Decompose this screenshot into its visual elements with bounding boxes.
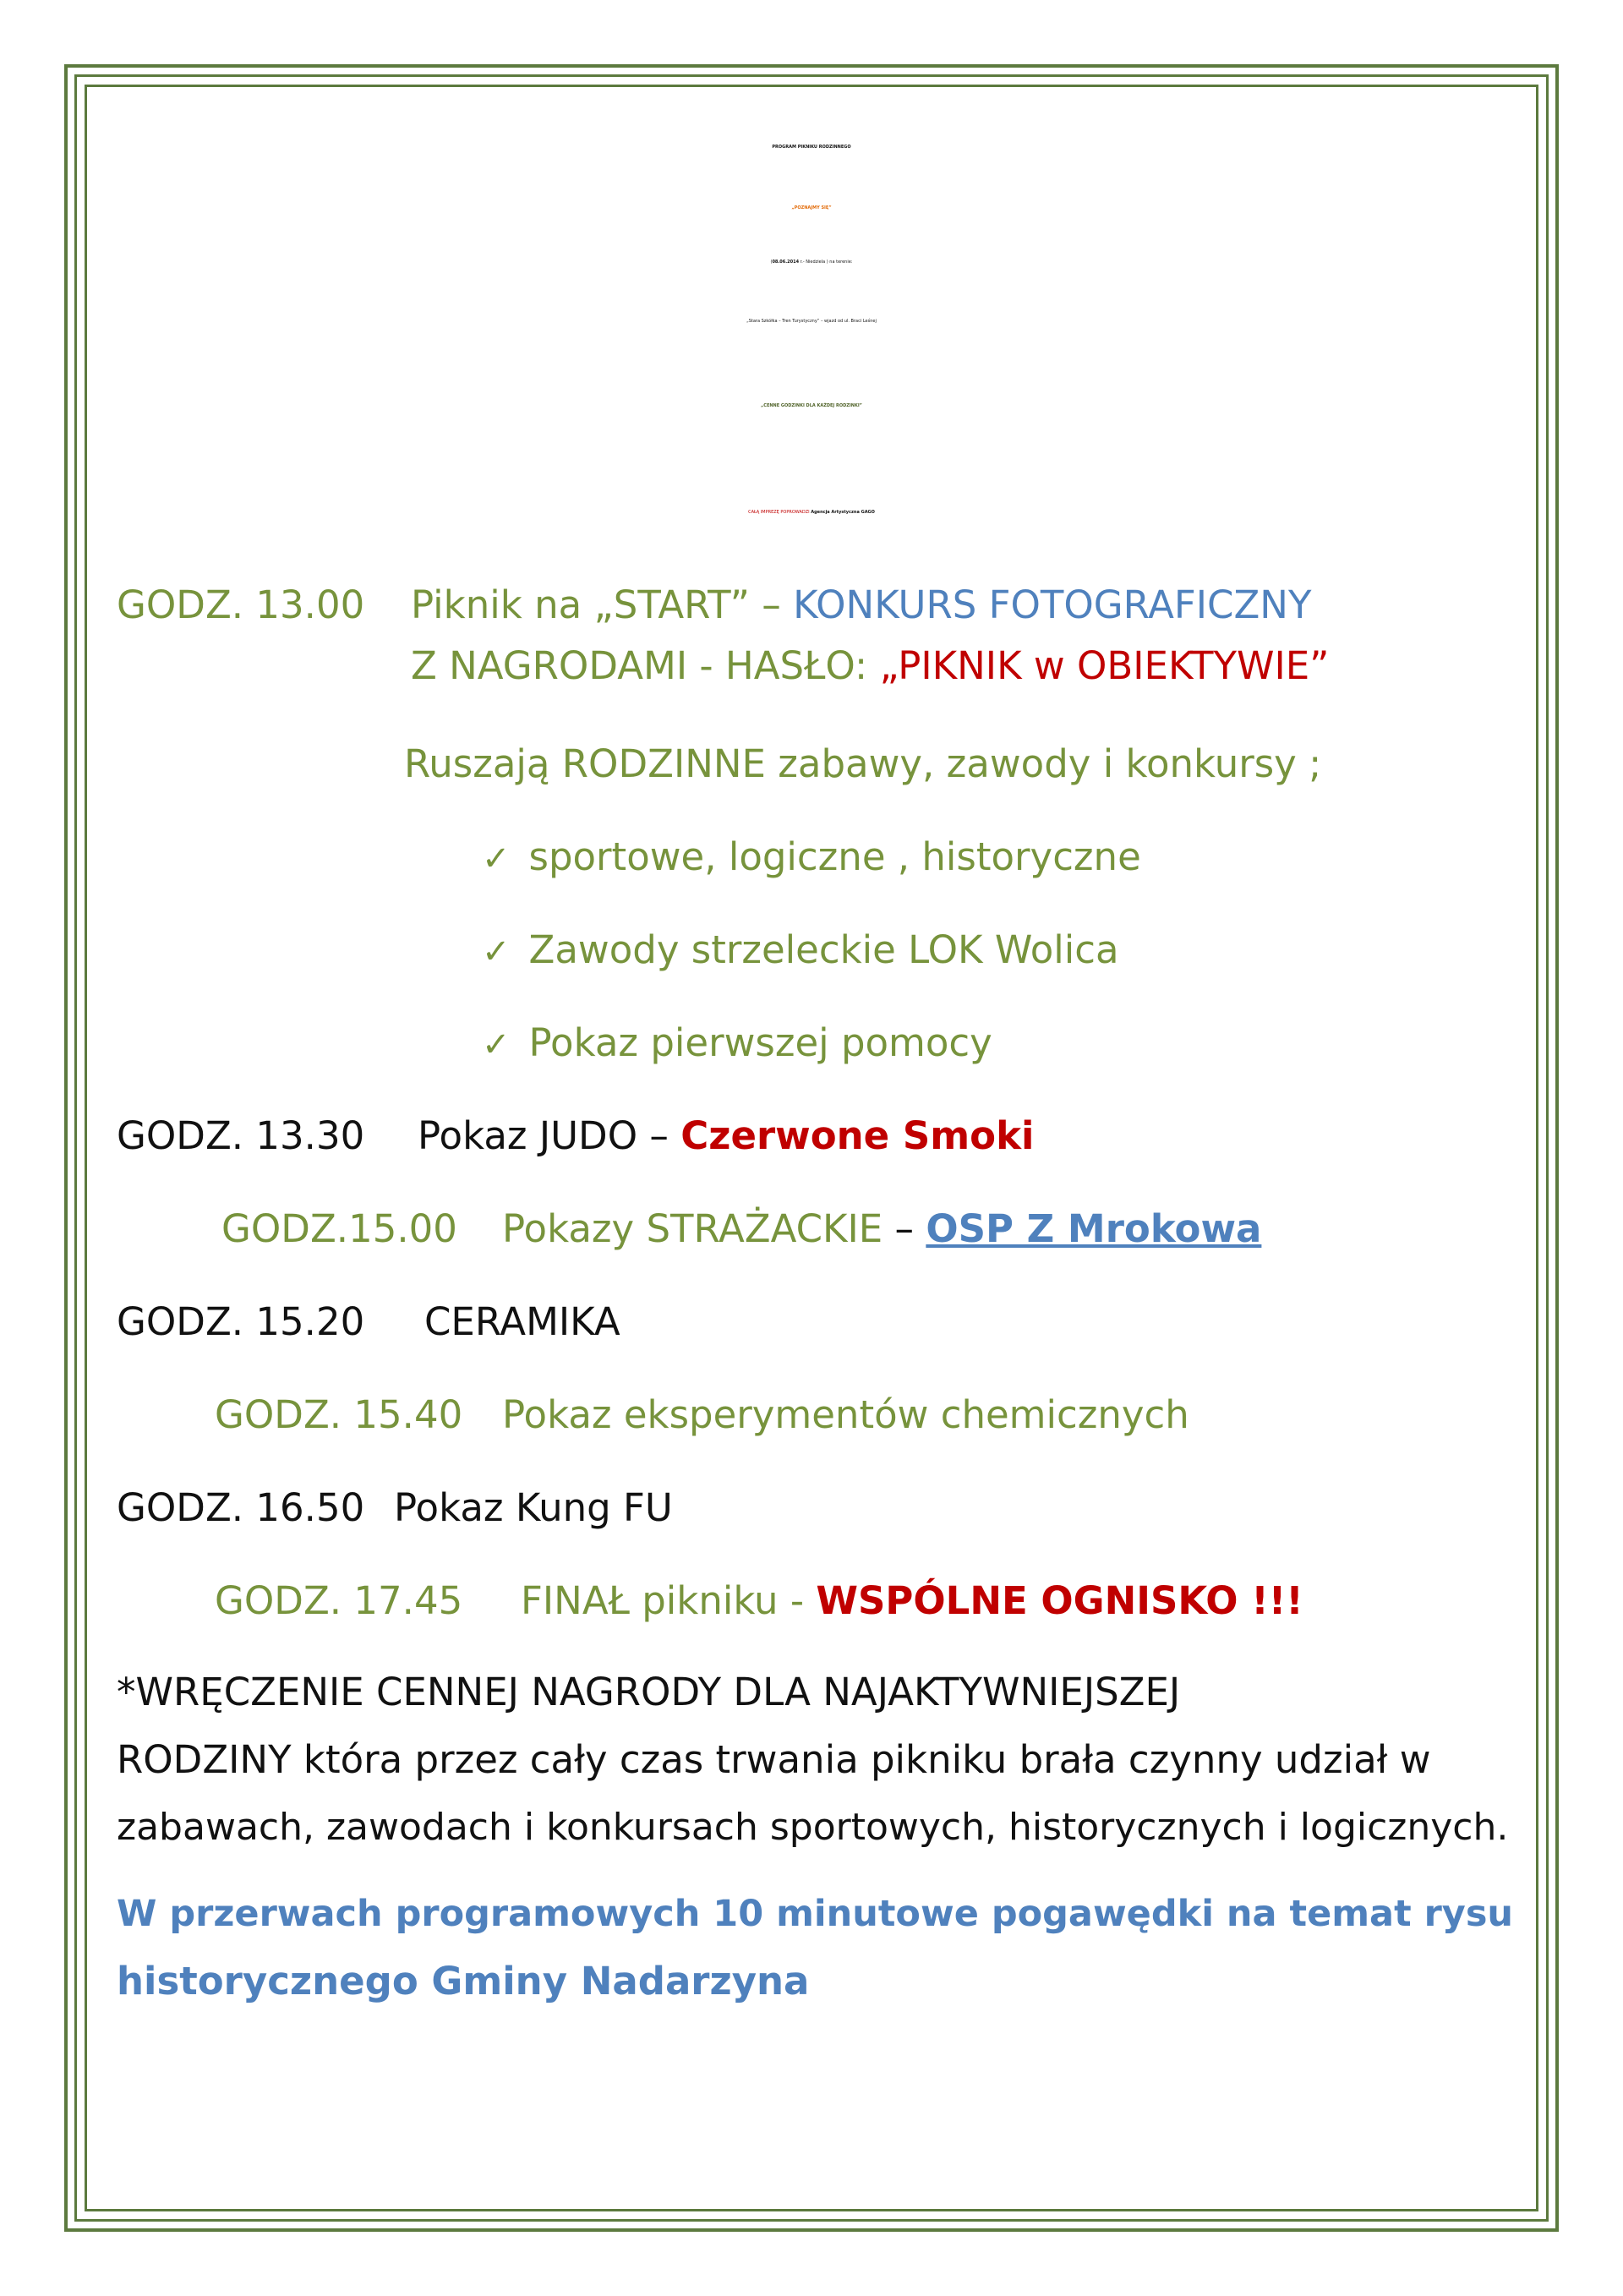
- event-date-line: [0, 238, 1623, 286]
- list-item-label: sportowe, logiczne , historyczne: [528, 834, 1141, 879]
- event-1300-lead: Piknik na „START” –: [411, 582, 794, 627]
- event-1520-desc: CERAMIKA: [424, 1299, 620, 1344]
- event-time-1650: GODZ. 16.50: [117, 1485, 365, 1530]
- check-icon: ✓: [482, 1025, 511, 1064]
- award-line-2: RODZINY która przez cały czas trwania pikniku brała czynny udział w: [117, 1737, 1431, 1782]
- event-location: „Stara Szkółka – Tren Turystyczny” – wjazd od ul. Braci Leśnej: [746, 319, 877, 324]
- event-1500-dash: –: [894, 1206, 926, 1251]
- award-line-3: zabawach, zawodach i konkursach sportowych, historycznych i logicznych.: [117, 1806, 1509, 1849]
- event-1745-name: WSPÓLNE OGNISKO !!!: [816, 1578, 1303, 1623]
- list-item: [482, 1020, 992, 1069]
- check-icon: ✓: [482, 932, 511, 971]
- event-time-1745: GODZ. 17.45: [215, 1578, 463, 1623]
- games-intro: Ruszają RODZINNE zabawy, zawody i konkursy ;: [404, 741, 1322, 786]
- event-1330-desc: [418, 1112, 1034, 1160]
- event-1300-line2: [411, 642, 1330, 690]
- event-1500-lead: Pokazy STRAŻACKIE: [502, 1206, 895, 1251]
- event-1500-desc: [502, 1205, 1261, 1253]
- event-time-1330: GODZ. 13.30: [117, 1113, 365, 1158]
- event-1650-desc: Pokaz Kung FU: [394, 1485, 673, 1530]
- event-1300-line2-lead: Z NAGRODAMI - HASŁO:: [411, 643, 880, 688]
- event-slogan: „CENNE GODZINKI DLA KAŻDEJ RODZINKI”: [761, 403, 862, 408]
- event-1300-contest: KONKURS FOTOGRAFICZNY: [793, 582, 1312, 627]
- event-1500-link[interactable]: OSP Z Mrokowa: [926, 1206, 1262, 1251]
- host-lead: CAŁĄ IMPREZĘ POPROWADZI: [748, 510, 812, 515]
- event-date: 08.06.2014: [772, 260, 800, 265]
- host-line: [0, 489, 1623, 536]
- event-time-1300: GODZ. 13.00: [117, 582, 365, 627]
- event-time-1520: GODZ. 15.20: [117, 1299, 365, 1344]
- event-1300-line1: [411, 582, 1311, 629]
- date-open: (: [770, 260, 773, 265]
- event-1745-desc: [521, 1577, 1303, 1625]
- host-agency: Agencja Artystyczna GAGO: [811, 510, 875, 515]
- note-line-2: historycznego Gminy Nadarzyna: [117, 1959, 810, 2004]
- event-1300-slogan: „PIKNIK w OBIEKTYWIE”: [879, 643, 1330, 688]
- page-title: PROGRAM PIKNIKU RODZINNEGO: [772, 145, 851, 150]
- list-item: [482, 927, 1119, 976]
- event-time-1540: GODZ. 15.40: [215, 1392, 463, 1437]
- page-subtitle: „POZNAJMY SIĘ”: [791, 205, 832, 210]
- award-line-1: *WRĘCZENIE CENNEJ NAGRODY DLA NAJAKTYWNIEJSZEJ: [117, 1670, 1181, 1714]
- event-1745-lead: FINAŁ pikniku -: [521, 1578, 817, 1623]
- event-1540-desc: Pokaz eksperymentów chemicznych: [502, 1392, 1189, 1437]
- note-line-1: W przerwach programowych 10 minutowe pogawędki na temat rysu: [117, 1893, 1514, 1935]
- event-time-1500: GODZ.15.00: [221, 1206, 457, 1251]
- check-icon: ✓: [482, 839, 511, 878]
- list-item-label: Pokaz pierwszej pomocy: [528, 1020, 992, 1065]
- event-1330-lead: Pokaz JUDO –: [418, 1113, 681, 1158]
- date-rest: r.- Niedziela ) na terenie:: [799, 260, 853, 265]
- list-item-label: Zawody strzeleckie LOK Wolica: [528, 927, 1119, 972]
- list-item: [482, 834, 1141, 883]
- event-1330-name: Czerwone Smoki: [680, 1113, 1035, 1158]
